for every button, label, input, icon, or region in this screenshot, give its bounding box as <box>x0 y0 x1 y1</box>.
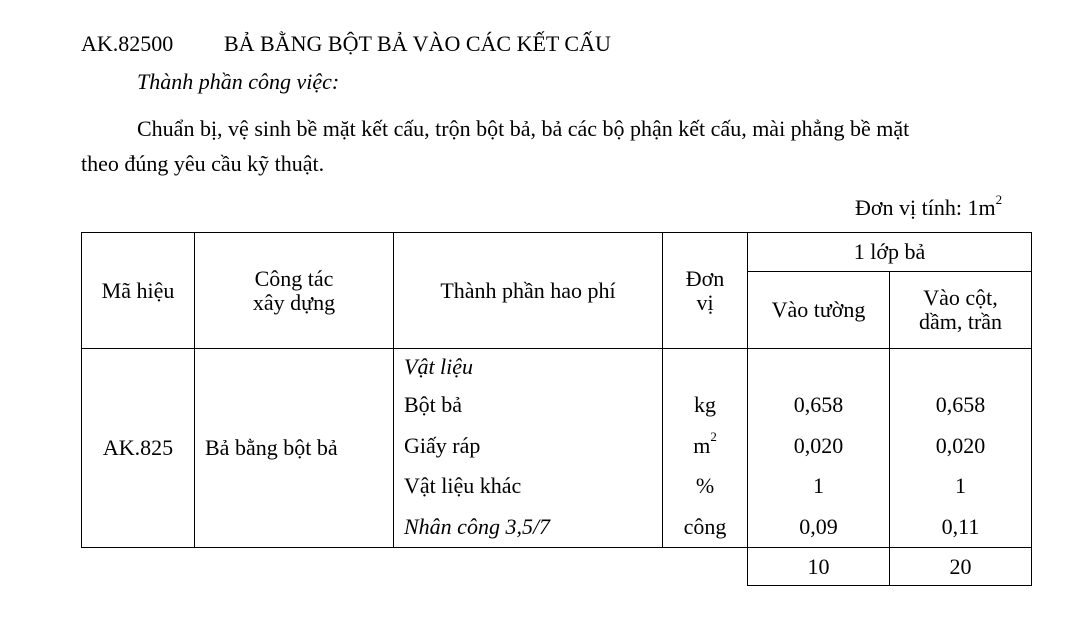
footer-code-b: 20 <box>890 548 1032 586</box>
value-a-cell <box>748 349 890 548</box>
unit-note-text: Đơn vị tính: 1m <box>855 195 996 220</box>
work-components-title: Thành phần công việc: <box>137 69 340 94</box>
norm-table <box>81 232 1032 586</box>
header-code: Mã hiệu <box>82 233 195 349</box>
unit-value: công <box>683 513 727 539</box>
unit-superscript: 2 <box>710 429 717 445</box>
footer-row <box>82 548 1032 586</box>
value-a: 0,09 <box>799 513 838 539</box>
component-label: Bột bả <box>404 392 463 417</box>
component-cell <box>394 349 663 548</box>
section-code: AK.82500 <box>81 31 174 56</box>
unit-note <box>855 191 1003 221</box>
value-b: 0,658 <box>935 392 986 417</box>
component-label: Nhân công 3,5/7 <box>404 513 551 539</box>
header-unit <box>663 233 748 349</box>
value-a <box>748 349 889 385</box>
section-title: BẢ BẰNG BỘT BẢ VÀO CÁC KẾT CẤU <box>224 31 611 56</box>
header-col-b-line-1: Vào cột, <box>923 285 998 310</box>
header-unit-line-1: Đơn <box>685 265 725 291</box>
header-unit-line-2: vị <box>696 289 714 315</box>
value-b: 1 <box>955 473 966 498</box>
header-work-line-2: xây dựng <box>252 289 336 315</box>
row-code-cell <box>82 349 195 548</box>
header-col-a: Vào tường <box>748 272 890 349</box>
value-b-cell <box>890 349 1032 548</box>
header-group: 1 lớp bả <box>748 233 1032 272</box>
footer-code-a: 10 <box>748 548 890 586</box>
unit-note-superscript: 2 <box>995 191 1003 207</box>
value-a: 1 <box>813 473 824 498</box>
header-col-b-line-2: dầm, trần <box>918 309 1003 334</box>
value-a: 0,658 <box>793 392 844 417</box>
table-row <box>82 349 1032 548</box>
value-a: 0,020 <box>793 432 844 458</box>
header-component: Thành phần hao phí <box>394 233 663 349</box>
row-code: AK.825 <box>102 435 174 460</box>
value-b: 0,020 <box>935 432 986 458</box>
row-work-cell <box>195 349 394 548</box>
value-b: 0,11 <box>941 513 980 539</box>
section-heading <box>81 31 611 57</box>
header-work <box>195 233 394 349</box>
description-line-1: Chuẩn bị, vệ sinh bề mặt kết cấu, trộn bột bả, bả các bộ phận kết cấu, mài phẳng bề mặt <box>137 116 910 141</box>
row-work: Bả bằng bột bả <box>205 435 338 460</box>
unit-value: % <box>695 473 715 498</box>
unit-value: kg <box>694 392 716 417</box>
unit-value: $m^2$ <box>693 429 717 458</box>
description-line-2: theo đúng yêu cầu kỹ thuật. <box>81 151 325 176</box>
unit-cell <box>663 349 748 548</box>
header-work-line-1: Công tác <box>254 265 334 291</box>
component-label: Giấy ráp <box>404 432 481 458</box>
component-label: Vật liệu <box>404 354 474 379</box>
value-b <box>890 349 1031 385</box>
header-col-b <box>890 272 1032 349</box>
unit-value <box>663 349 747 385</box>
component-label: Vật liệu khác <box>404 473 522 498</box>
